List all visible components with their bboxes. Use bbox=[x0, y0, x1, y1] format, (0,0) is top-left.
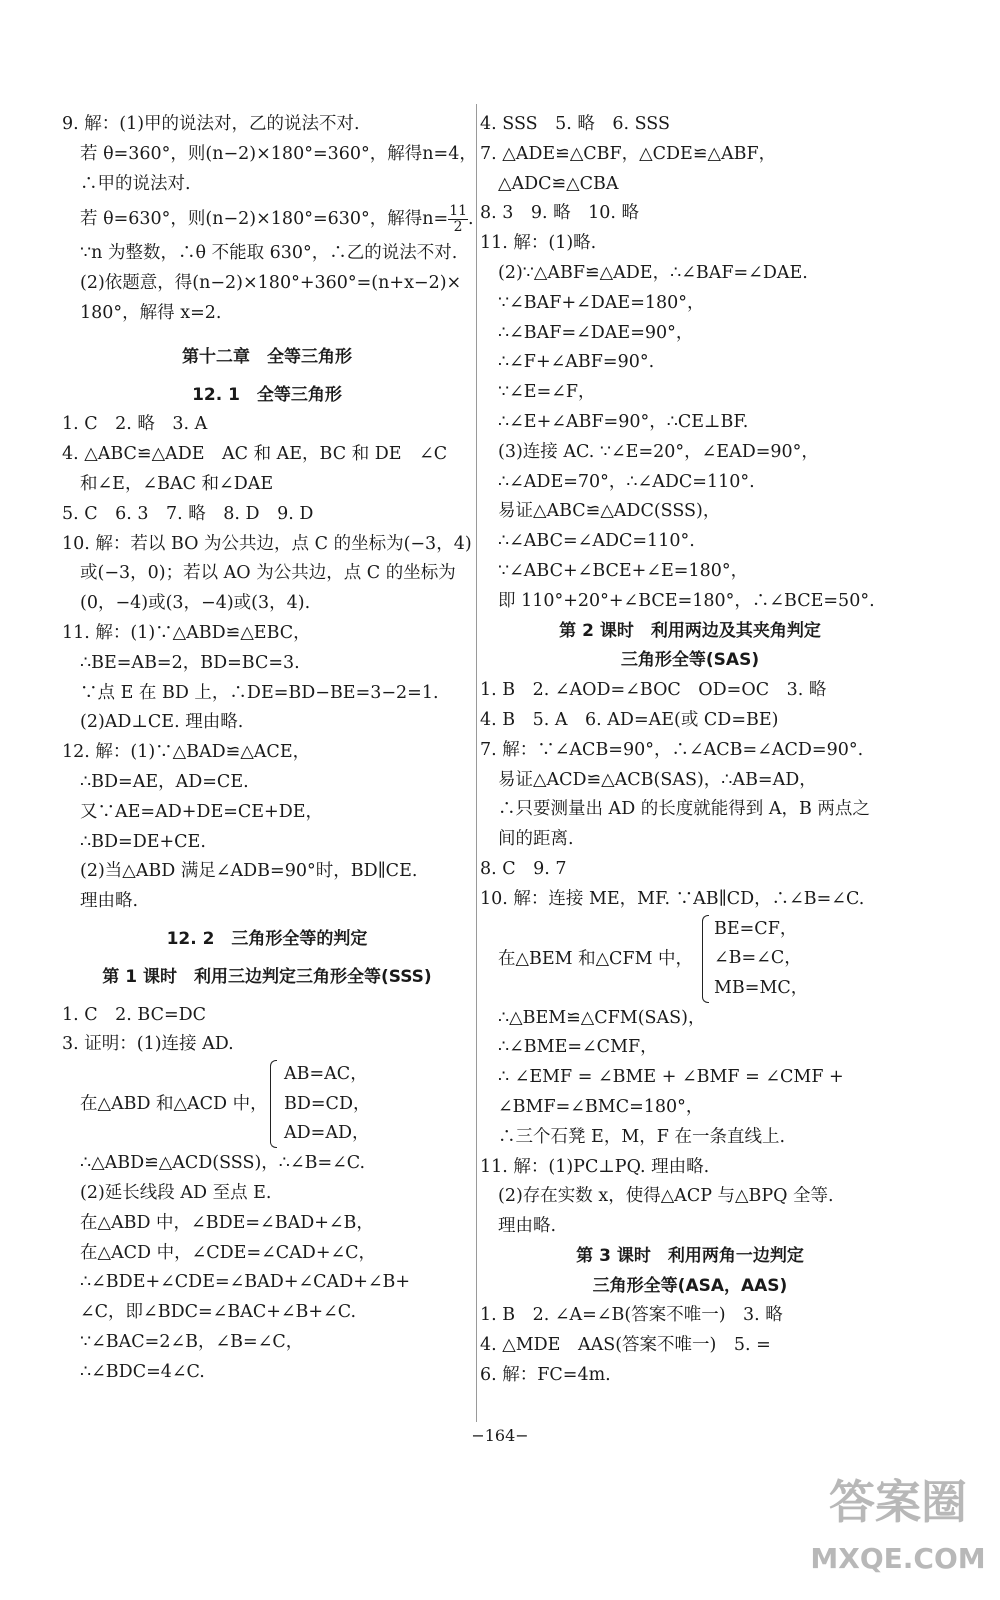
fraction-eleven-halves bbox=[448, 204, 468, 235]
lesson-1-answers-b bbox=[62, 1149, 472, 1387]
answer-line: 10. 解：连接 ME，MF. ∵AB∥CD，∴∠B=∠C. bbox=[480, 888, 865, 909]
page-number: −164− bbox=[471, 1426, 529, 1445]
lesson-2-title-line-1: 第 2 课时 利用两边及其夹角判定 bbox=[559, 620, 821, 641]
brace-item: ∠B=∠C， bbox=[714, 948, 802, 969]
q9-line-4-end: . bbox=[468, 209, 474, 230]
lesson-3-title-line-1: 第 3 课时 利用两角一边判定 bbox=[576, 1245, 804, 1266]
answer-line: ∴BD=DE+CE. bbox=[80, 831, 206, 852]
answer-line: (3)连接 AC. ∵∠E=20°，∠EAD=90°， bbox=[498, 441, 819, 462]
answer-line: ∴∠ADE=70°，∴∠ADC=110°. bbox=[498, 471, 755, 492]
brace-lead-text: 在△ABD 和△ACD 中， bbox=[80, 1094, 268, 1115]
answer-line: 11. 解：(1)∵△ABD≌△EBC， bbox=[62, 622, 311, 643]
answer-line: 11. 解：(1)略. bbox=[480, 233, 597, 254]
lesson-2-title-line-2: 三角形全等(SAS) bbox=[620, 650, 760, 671]
answer-line: ∴只要测量出 AD 的长度就能得到 A，B 两点之 bbox=[498, 799, 870, 820]
lesson-3-title-line-2: 三角形全等(ASA，AAS) bbox=[592, 1275, 788, 1296]
brace-system-bem-cfm bbox=[480, 915, 900, 1004]
brace-lead-text: 在△BEM 和△CFM 中， bbox=[498, 948, 694, 969]
answer-line: (2)存在实数 x，使得△ACP 与△BPQ 全等. bbox=[498, 1186, 834, 1207]
answer-line: 1. C 2. 略 3. A bbox=[62, 414, 208, 435]
answer-line: 在△ABD 中，∠BDE=∠BAD+∠B， bbox=[80, 1212, 374, 1233]
answer-line: 5. C 6. 3 7. 略 8. D 9. D bbox=[62, 503, 314, 524]
q9-line-7: 180°，解得 x=2. bbox=[80, 302, 222, 323]
answer-line: 3. 证明：(1)连接 AD. bbox=[62, 1034, 234, 1055]
answer-line: ∴BD=AE，AD=CE. bbox=[80, 771, 249, 792]
left-brace bbox=[270, 1060, 277, 1148]
lesson-1-title: 第 1 课时 利用三边判定三角形全等(SSS) bbox=[102, 966, 432, 987]
q9-line-1: 9. 解：(1)甲的说法对，乙的说法不对. bbox=[62, 114, 360, 134]
answer-line: ∴∠E+∠ABF=90°，∴CE⊥BF. bbox=[498, 411, 749, 432]
answer-line: (2)当△ABD 满足∠ADB=90°时，BD∥CE. bbox=[80, 861, 418, 882]
answer-line: 4. △ABC≌△ADE AC 和 AE，BC 和 DE ∠C bbox=[62, 444, 448, 465]
watermark-logo bbox=[808, 1460, 988, 1590]
answer-line: ∵∠BAF+∠DAE=180°， bbox=[498, 292, 705, 313]
answer-line: ∵点 E 在 BD 上，∴DE=BD−BE=3−2=1. bbox=[80, 682, 439, 703]
answer-line: 4. SSS 5. 略 6. SSS bbox=[480, 114, 670, 134]
answer-line: 或(−3，0)；若以 AO 为公共边，点 C 的坐标为 bbox=[80, 563, 456, 584]
answer-line: 7. 解：∵∠ACB=90°，∴∠ACB=∠ACD=90°. bbox=[480, 739, 864, 760]
answer-line: 10. 解：若以 BO 为公共边，点 C 的坐标为(−3，4) bbox=[62, 533, 472, 554]
answer-line: △ADC≌△CBA bbox=[498, 173, 619, 194]
answer-line: 间的距离. bbox=[498, 829, 574, 850]
answer-line: ∴三个石凳 E，M，F 在一条直线上. bbox=[498, 1126, 786, 1147]
lesson-2-answers-b bbox=[480, 1004, 900, 1242]
answer-line: ∠BMF=∠BMC=180°， bbox=[498, 1096, 704, 1117]
fraction-numerator: 11 bbox=[449, 203, 468, 220]
answer-line: 8. C 9. 7 bbox=[480, 858, 567, 879]
brace-item: MB=MC， bbox=[714, 977, 809, 998]
answer-line: (2)AD⊥CE. 理由略. bbox=[80, 712, 244, 733]
answer-line: 1. B 2. ∠AOD=∠BOC OD=OC 3. 略 bbox=[480, 680, 827, 701]
answer-line: ∴BE=AB=2，BD=BC=3. bbox=[80, 652, 300, 673]
answer-line: 易证△ABC≌△ADC(SSS)， bbox=[498, 501, 721, 522]
lesson-2-answers-a bbox=[480, 676, 900, 914]
answer-line: 7. △ADE≌△CBF，△CDE≌△ABF， bbox=[480, 143, 777, 164]
answer-line: ∵∠BAC=2∠B，∠B=∠C， bbox=[80, 1331, 304, 1352]
answer-line: ∵∠E=∠F， bbox=[498, 382, 596, 403]
answer-line: ∴∠F+∠ABF=90°. bbox=[498, 352, 655, 373]
answer-line: ∴∠BAF=∠DAE=90°， bbox=[498, 322, 694, 343]
brace-system-abd-acd bbox=[62, 1060, 472, 1149]
answer-line: ∠C，即∠BDC=∠BAC+∠B+∠C. bbox=[80, 1302, 357, 1323]
answer-line: (0，−4)或(3，−4)或(3，4). bbox=[80, 593, 311, 614]
answer-line: 12. 解：(1)∵△BAD≌△ACE， bbox=[62, 742, 311, 763]
answer-line: ∵∠ABC+∠BCE+∠E=180°， bbox=[498, 560, 749, 581]
answer-line: 即 110°+20°+∠BCE=180°，∴∠BCE=50°. bbox=[498, 590, 875, 611]
watermark-top-text: 答案圈 bbox=[829, 1475, 967, 1529]
answer-line: ∴∠BDE+∠CDE=∠BAD+∠CAD+∠B+ bbox=[80, 1272, 411, 1293]
answer-line: 1. C 2. BC=DC bbox=[62, 1004, 207, 1025]
answer-line: 又∵AE=AD+DE=CE+DE， bbox=[80, 801, 324, 822]
brace-item: BE=CF， bbox=[714, 918, 798, 939]
answer-line: ∴∠BDC=4∠C. bbox=[80, 1361, 205, 1382]
answer-line: 理由略. bbox=[498, 1216, 557, 1237]
answer-line: 在△ACD 中，∠CDE=∠CAD+∠C， bbox=[80, 1242, 377, 1263]
answer-line: 11. 解：(1)PC⊥PQ. 理由略. bbox=[480, 1156, 710, 1177]
left-brace bbox=[702, 915, 709, 1003]
answer-line: 4. B 5. A 6. AD=AE(或 CD=BE) bbox=[480, 709, 779, 730]
lesson-3-answers bbox=[480, 1301, 900, 1390]
right-top-answers bbox=[480, 110, 900, 617]
answer-line: ∴△BEM≌△CFM(SAS)， bbox=[498, 1007, 706, 1028]
answer-line: 1. B 2. ∠A=∠B(答案不唯一) 3. 略 bbox=[480, 1305, 783, 1326]
column-divider bbox=[476, 104, 477, 1422]
q9-line-5: ∵n 为整数，∴θ 不能取 630°，∴乙的说法不对. bbox=[80, 243, 458, 264]
brace-item: BD=CD， bbox=[284, 1093, 371, 1114]
section-12-2-title: 12. 2 三角形全等的判定 bbox=[166, 928, 368, 949]
q9-line-4 bbox=[62, 199, 472, 239]
right-column bbox=[480, 110, 900, 1391]
answer-line: 易证△ACD≌△ACB(SAS)，∴AB=AD， bbox=[498, 769, 817, 790]
answer-line: 和∠E，∠BAC 和∠DAE bbox=[80, 473, 274, 494]
section-12-1-title: 12. 1 全等三角形 bbox=[192, 384, 342, 405]
left-column bbox=[62, 110, 477, 1387]
fraction-denominator: 2 bbox=[453, 219, 463, 236]
answer-line: 理由略. bbox=[80, 891, 139, 912]
answer-line: (2)∵△ABF≌△ADE，∴∠BAF=∠DAE. bbox=[498, 262, 808, 283]
watermark-bottom-text: MXQE.COM bbox=[810, 1542, 986, 1575]
answer-line: ∴∠BME=∠CMF， bbox=[498, 1037, 658, 1058]
answer-line: 6. 解：FC=4m. bbox=[480, 1365, 611, 1386]
answer-line: 4. △MDE AAS(答案不唯一) 5. = bbox=[480, 1335, 771, 1356]
answer-line: ∴△ABD≌△ACD(SSS)，∴∠B=∠C. bbox=[80, 1153, 366, 1174]
q9-line-4-text: 若 θ=630°，则(n−2)×180°=630°，解得n= bbox=[80, 209, 449, 230]
brace-item: AB=AC， bbox=[284, 1064, 368, 1085]
q9-line-6: (2)依题意，得(n−2)×180°+360°=(n+x−2)× bbox=[80, 273, 462, 294]
lesson-1-answers-a bbox=[62, 1001, 472, 1061]
answer-line: (2)延长线段 AD 至点 E. bbox=[80, 1182, 272, 1203]
section-12-1-answers bbox=[62, 410, 472, 917]
brace-item: AD=AD， bbox=[284, 1123, 370, 1144]
q9-line-3: ∴甲的说法对. bbox=[80, 173, 191, 194]
answer-line: ∴ ∠EMF = ∠BME + ∠BMF = ∠CMF + bbox=[498, 1067, 844, 1088]
answer-line: ∴∠ABC=∠ADC=110°. bbox=[498, 531, 695, 552]
chapter-title: 第十二章 全等三角形 bbox=[182, 346, 352, 367]
answer-line: 8. 3 9. 略 10. 略 bbox=[480, 203, 640, 224]
q9-line-2: 若 θ=360°，则(n−2)×180°=360°，解得n=4， bbox=[80, 143, 477, 164]
